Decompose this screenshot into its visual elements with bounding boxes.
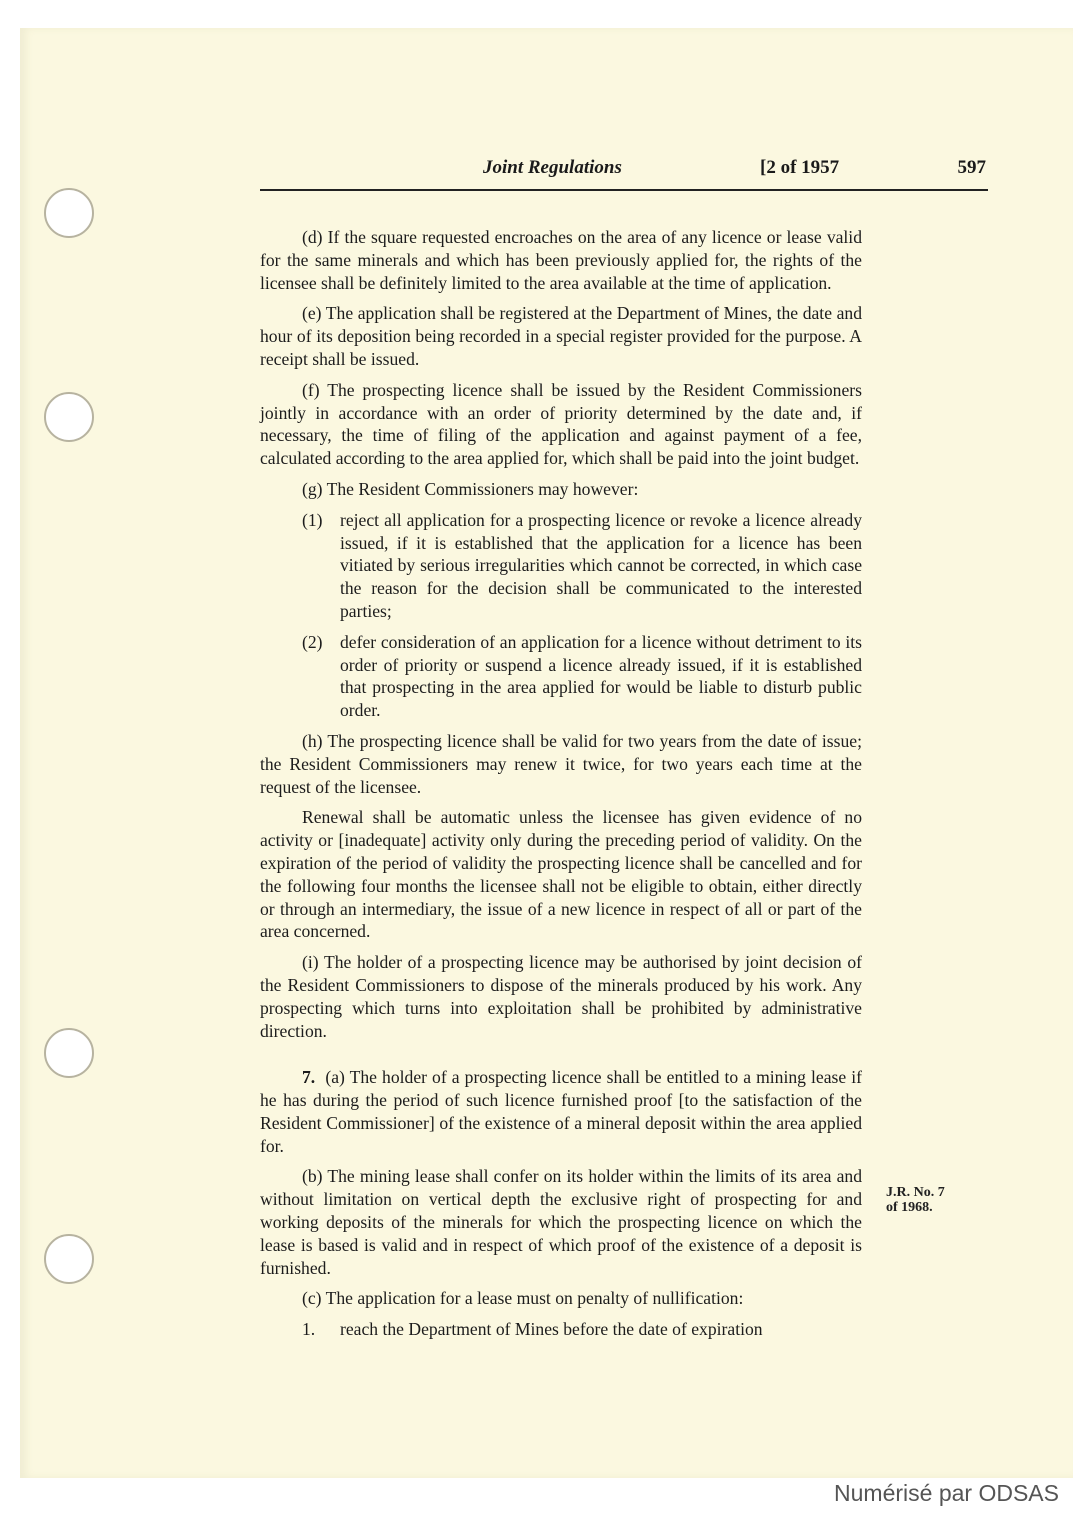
list-item: [302, 509, 862, 623]
section-7-c: (c) The application for a lease must on penalty of nullification:: [302, 1288, 744, 1309]
punch-hole: [44, 1028, 94, 1078]
punch-hole: [44, 188, 94, 238]
section-7-a-text: (a) The holder of a prospecting licence shall be entitled to a mining lease if he has during the period of such licence furnished proof [to the satisfaction of the Resident Commissioner] of the existence of a mineral deposit within the area applied for.: [260, 1067, 862, 1156]
list-item-number: 1.: [302, 1319, 316, 1340]
header-title: Joint Regulations: [483, 157, 622, 178]
header-act-reference: [2 of 1957: [760, 157, 840, 178]
paragraph-e: (e) The application shall be registered at the Department of Mines, the date and hour of its deposition being recorded in a special register provided for the purpose. A receipt shall be issued.: [260, 303, 862, 369]
punch-hole: [44, 1234, 94, 1284]
digitization-credit: Numérisé par ODSAS: [834, 1480, 1059, 1506]
list-item-number: (2): [302, 631, 323, 652]
list-item-text: reach the Department of Mines before the date of expiration: [340, 1319, 763, 1340]
margin-note: [886, 1185, 945, 1215]
running-header: [260, 157, 988, 191]
section-7-a: [260, 1066, 862, 1157]
paragraph-f: (f) The prospecting licence shall be issued by the Resident Commissioners jointly in accordance with an order of priority determined by the date and, if necessary, the time of filing of the application and against payment of a fee, calculated according to the area applied for, which shall be paid into the joint budget.: [260, 379, 862, 469]
section-number: 7.: [302, 1067, 316, 1088]
list-item: [302, 1318, 862, 1341]
paragraph-renewal: Renewal shall be automatic unless the licensee has given evidence of no activity or [inadequate] activity only during the preceding period of validity. On the expiration of the period of validity the prospecting licence shall be cancelled and for the following four months the licensee shall not be eligible to obtain, either directly or through an intermediary, the issue of a new licence in respect of all or part of the area concerned.: [260, 807, 862, 942]
body-text: [260, 226, 862, 1341]
paragraph-h: (h) The prospecting licence shall be valid for two years from the date of issue; the Resident Commissioners may renew it twice, for two years each time at the request of the licensee.: [260, 730, 862, 797]
list-item-number: (1): [302, 509, 323, 530]
page-number: 597: [957, 157, 986, 178]
paragraph-g: (g) The Resident Commissioners may however:: [302, 478, 639, 499]
paragraph-d: (d) If the square requested encroaches on the area of any licence or lease valid for the same minerals and which has been previously applied for, the rights of the licensee shall be definitely limited to the area available at the time of application.: [260, 227, 862, 293]
punch-hole: [44, 392, 94, 442]
margin-note-line: J.R. No. 7: [886, 1185, 945, 1200]
margin-note-line: of 1968.: [886, 1200, 933, 1215]
list-item-text: defer consideration of an application for a licence without detriment to its order of priority or suspend a licence already issued, if it is established that prospecting in the area applied for would be liable to disturb public order.: [340, 631, 862, 721]
paragraph-i: (i) The holder of a prospecting licence may be authorised by joint decision of the Resident Commissioners to dispose of the minerals produced by his work. Any prospecting which turns into exploitation shall be prohibited by administrative direction.: [260, 952, 862, 1041]
list-item-text: reject all application for a prospecting licence or revoke a licence already issued, if it is established that the application for a licence has been vitiated by serious irregularities which cannot be corrected, in which case the reason for the decision shall be communicated to the interested parties;: [340, 509, 862, 621]
list-item: [302, 631, 862, 722]
section-7-b: (b) The mining lease shall confer on its holder within the limits of its area and without limitation on vertical depth the exclusive right of prospecting for and working deposits of the minerals for which the prospecting licence on which the lease is based is valid and in respect of which proof of the existence of a deposit is furnished.: [260, 1166, 862, 1278]
